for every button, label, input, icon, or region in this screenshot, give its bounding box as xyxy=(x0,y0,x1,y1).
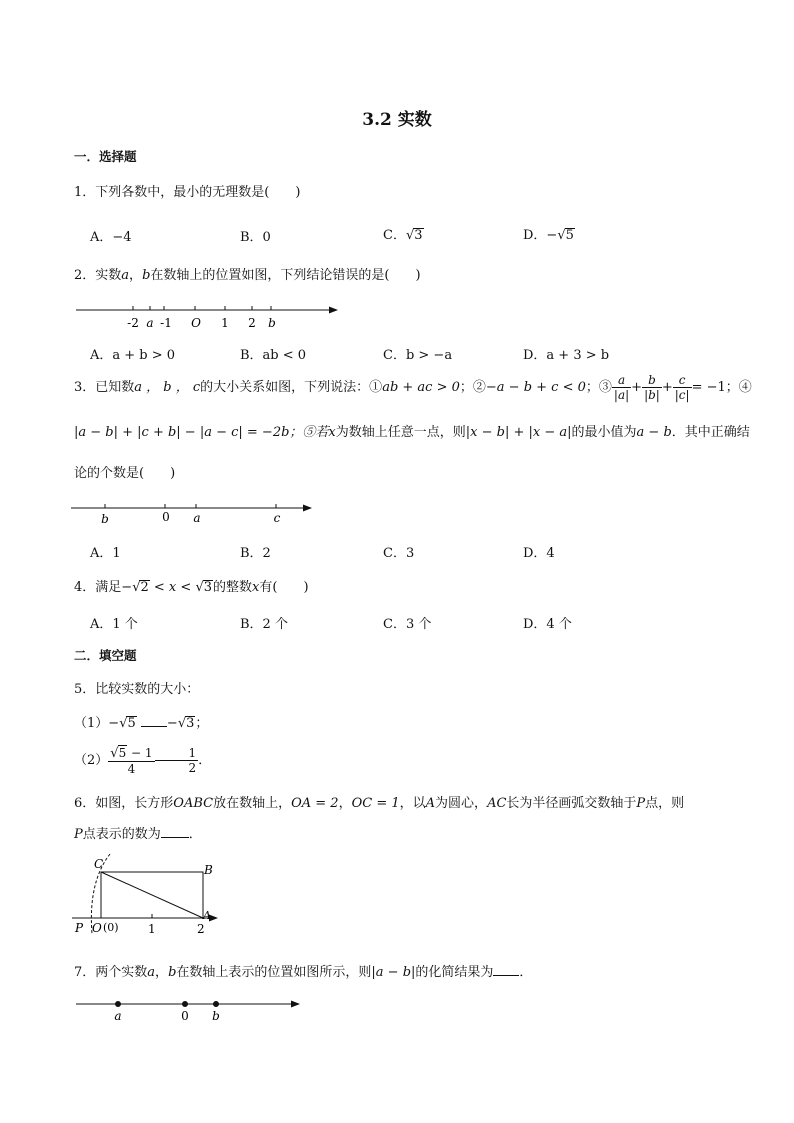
q3-option-c: C．3 xyxy=(383,546,415,561)
q4-option-a: A．1 个 xyxy=(90,617,138,632)
tick-label: a xyxy=(193,511,201,525)
q5-part-1: （1）−√5 −√3； xyxy=(74,716,209,731)
q2-option-c: C．b > −a xyxy=(383,348,453,363)
q2-option-b: B．ab < 0 xyxy=(240,348,307,363)
answer-blank[interactable] xyxy=(155,760,187,761)
q1-option-a: A．−4 xyxy=(90,230,132,245)
q4-option-b: B．2 个 xyxy=(240,617,288,632)
tick-label: 1 xyxy=(221,316,229,330)
point-label-p: P xyxy=(75,921,84,935)
q4-option-d: D．4 个 xyxy=(523,617,572,632)
q3-option-a: A．1 xyxy=(90,546,121,561)
question-3-line-1: 3．已知数a ， b ， c的大小关系如图，下列说法：①ab + ac > 0；②−a − b + c < 0；③ $\frac{a}{|a|}$ + $\frac{b}{|b|}$ + $\frac{c}{|c|}$ = −1；④ xyxy=(74,373,752,402)
q5-part-2: （2） $\frac{√5 - 1}{4}$ $\frac{1}{2}$ ． xyxy=(74,746,212,776)
question-1-stem: 1．下列各数中，最小的无理数是( ) xyxy=(74,185,301,200)
tick-label: a xyxy=(114,1009,122,1023)
tick-label: b xyxy=(212,1009,220,1023)
point-label-c: C xyxy=(94,857,104,871)
point-b xyxy=(213,1001,219,1007)
tick-label: -2 xyxy=(127,316,139,330)
section-heading-choice: 一．选择题 xyxy=(74,149,137,164)
point-label-b: B xyxy=(204,863,213,877)
q3-number-line xyxy=(68,496,323,528)
question-5-stem: 5．比较实数的大小： xyxy=(74,682,200,697)
q2-option-d: D．a + 3 > b xyxy=(523,348,610,363)
question-3-line-3: 论的个数是( ) xyxy=(74,466,176,481)
q3-option-b: B．2 xyxy=(240,546,271,561)
answer-blank[interactable] xyxy=(141,726,167,727)
point-label-a: A xyxy=(203,909,211,922)
q1-option-b: B．0 xyxy=(240,230,271,245)
tick-label: 2 xyxy=(197,922,205,936)
point-zero xyxy=(182,1001,188,1007)
tick-label: a xyxy=(146,316,154,330)
tick-label: b xyxy=(268,316,276,330)
origin-value-label: (0) xyxy=(103,921,119,934)
tick-label: 2 xyxy=(248,316,256,330)
tick-label: -1 xyxy=(160,316,172,330)
q7-number-line xyxy=(74,994,306,1026)
question-6-line-1: 6．如图，长方形OABC放在数轴上，OA = 2，OC = 1，以A为圆心，AC长为半径画弧交数轴于P点，则 xyxy=(74,796,685,811)
answer-blank[interactable] xyxy=(493,975,519,976)
q3-option-d: D．4 xyxy=(523,546,555,561)
point-label-o: O xyxy=(92,921,102,935)
q4-option-c: C．3 个 xyxy=(383,617,432,632)
q1-option-c: C．√3 xyxy=(383,228,423,243)
tick-label: 0 xyxy=(181,1009,189,1023)
question-7-stem: 7．两个实数a，b在数轴上表示的位置如图所示，则|a − b|的化简结果为 ． xyxy=(74,965,533,980)
question-4-stem: 4．满足−√2 < x < √3的整数x有( ) xyxy=(74,580,309,595)
point-a xyxy=(115,1001,121,1007)
question-2-stem: 2．实数a，b在数轴上的位置如图，下列结论错误的是( ) xyxy=(74,268,421,283)
tick-label: c xyxy=(273,511,281,525)
tick-label: 0 xyxy=(162,510,170,524)
question-6-line-2: P点表示的数为 ． xyxy=(74,827,202,842)
tick-label: O xyxy=(191,316,201,330)
section-heading-fill: 二．填空题 xyxy=(74,648,137,663)
q6-rectangle-figure xyxy=(70,852,230,940)
tick-label: 1 xyxy=(148,922,156,936)
q2-number-line xyxy=(70,300,345,336)
q1-option-d: D．−√5 xyxy=(523,228,574,243)
answer-blank[interactable] xyxy=(161,837,189,838)
question-3-line-2: |a − b| + |c + b| − |a − c| = −2b；⑤若x为数轴上任意一点，则|x − b| + |x − a|的最小值为a − b．其中正确结 xyxy=(74,425,750,440)
tick-label: b xyxy=(101,512,109,526)
page-title: 3.2 实数 xyxy=(362,110,432,130)
q2-option-a: A．a + b > 0 xyxy=(90,348,176,363)
